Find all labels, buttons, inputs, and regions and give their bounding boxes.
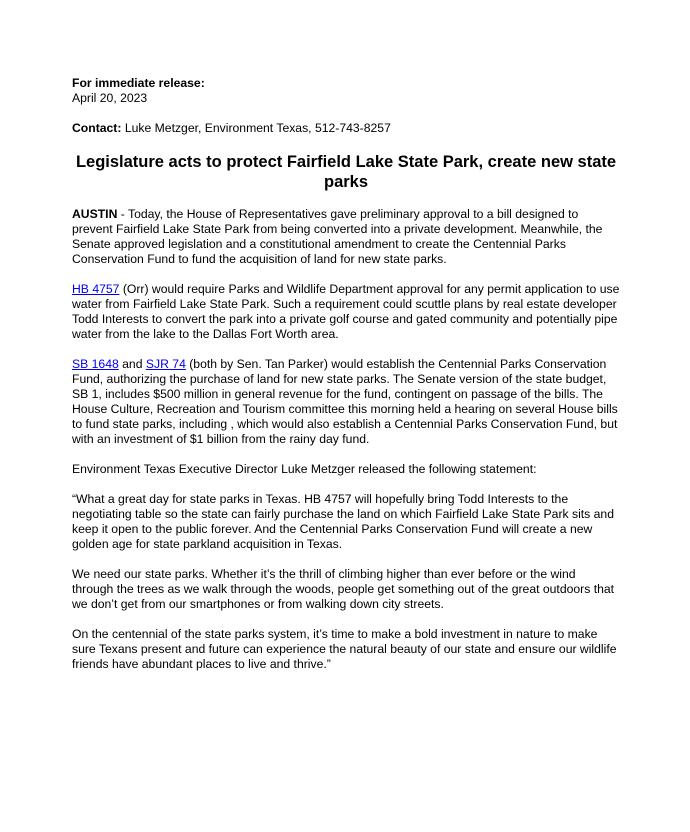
paragraph-6: We need our state parks. Whether it’s the thrill of climbing higher than ever before or the wind through the trees as we walk through the woods, people get something out of the great outdoors that we don’t get from our smartphones or from walking down city streets. xyxy=(72,567,615,611)
paragraph-1 xyxy=(72,207,620,267)
press-release xyxy=(72,76,620,672)
paragraph-3-text: (both by Sen. Tan Parker) would establish the Centennial Parks Conservation Fund, authorizing the purchase of land for new state parks. The Senate version of the state budget, SB 1, includes $500 million in general revenue for the fund, contingent on passage of the bills. The House Culture, Recreation and Tourism committee this morning held a hearing on several House bills to fund state parks, including , which would also establish a Centennial Parks Conservation Fund, but with an investment of $1 billion from the rainy day fund. xyxy=(72,357,618,446)
release-label: For immediate release: xyxy=(72,76,205,90)
contact-text: Luke Metzger, Environment Texas, 512-743-8257 xyxy=(121,121,391,135)
sb1648-link[interactable]: SB 1648 xyxy=(72,357,119,371)
hb4757-link[interactable]: HB 4757 xyxy=(72,282,120,296)
release-block xyxy=(72,76,620,106)
dateline: AUSTIN xyxy=(72,207,118,221)
contact-label: Contact: xyxy=(72,121,122,135)
paragraph-3 xyxy=(72,357,620,447)
headline: Legislature acts to protect Fairfield Lake State Park, create new state parks xyxy=(75,153,617,191)
paragraph-4: Environment Texas Executive Director Luke Metzger released the following statement: xyxy=(72,462,537,476)
contact-line xyxy=(72,121,620,136)
release-date: April 20, 2023 xyxy=(72,91,148,105)
paragraph-2 xyxy=(72,282,620,342)
paragraph-5: “What a great day for state parks in Texas. HB 4757 will hopefully bring Todd Interests to the negotiating table so the state can fairly purchase the land on which Fairfield Lake State Park sits and keep it open to the public forever. And the Centennial Parks Conservation Fund will create a new golden age for state parkland acquisition in Texas. xyxy=(72,492,614,551)
paragraph-3-and: and xyxy=(118,357,146,371)
paragraph-7: On the centennial of the state parks system, it’s time to make a bold investment in nature to make sure Texans present and future can experience the natural beauty of our state and ensure our wildlife friends have abundant places to live and thrive.” xyxy=(72,627,617,671)
sjr74-link[interactable]: SJR 74 xyxy=(145,357,186,371)
paragraph-1-text: - Today, the House of Representatives gave preliminary approval to a bill designed to prevent Fairfield Lake State Park from being converted into a private development. Meanwhile, the Senate approved legislation and a constitutional amendment to create the Centennial Parks Conservation Fund to fund the acquisition of land for new state parks. xyxy=(72,207,603,266)
paragraph-2-text: (Orr) would require Parks and Wildlife Department approval for any permit application to use water from Fairfield Lake State Park. Such a requirement could scuttle plans by real estate developer Todd Interests to convert the park into a private golf course and gated community and potentially pipe water from the lake to the Dallas Fort Worth area. xyxy=(72,282,620,341)
